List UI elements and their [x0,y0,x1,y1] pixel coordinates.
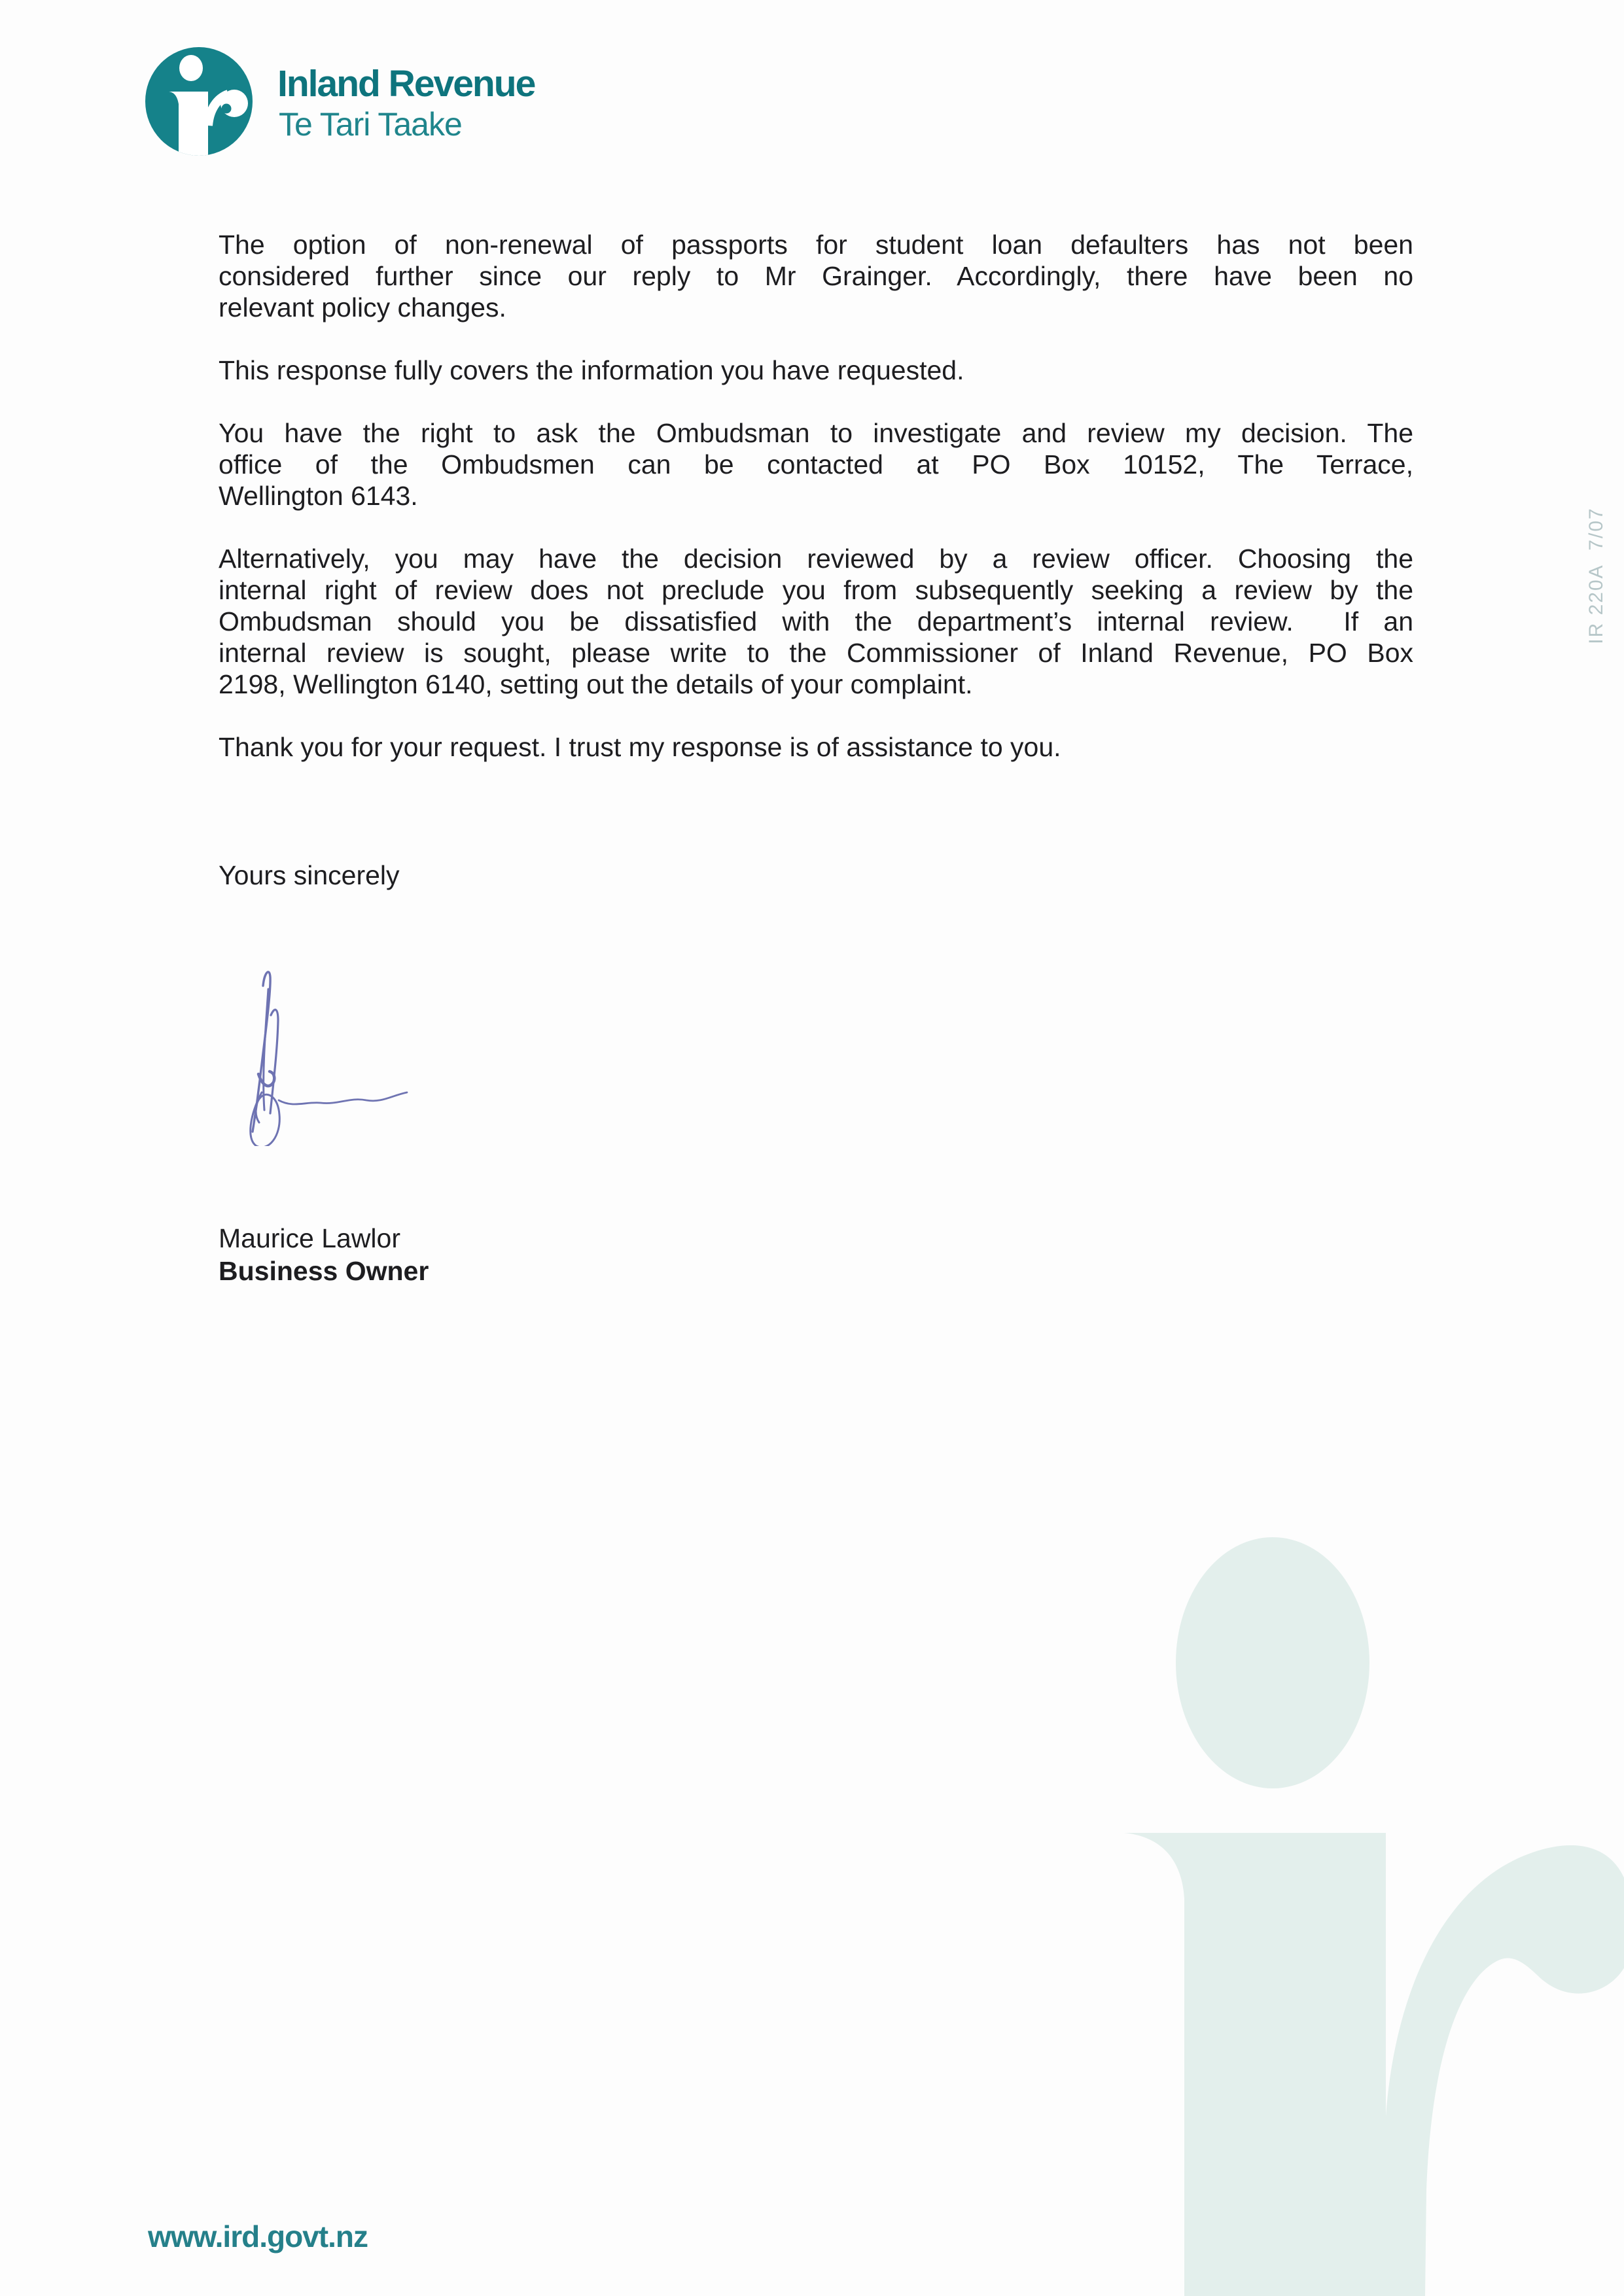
form-code-label: IR 220A 7/07 [1585,507,1607,644]
text-line: This response fully covers the information you have requested. [219,355,964,385]
text-line: Thank you for your request. I trust my response is of assistance to you. [219,732,1061,762]
text-line: considered further since our reply to Mr Grainger. Accordingly, there have been no [219,261,1413,291]
org-name: Inland Revenue [277,63,535,105]
text-line: internal right of review does not preclude you from subsequently seeking a review by the [219,575,1413,605]
paragraph [219,731,1413,763]
signature [222,924,445,1146]
text-line: 2198, Wellington 6140, setting out the details of your complaint. [219,669,973,699]
letter-body [219,229,1413,794]
ir-watermark-icon [1047,1491,1624,2296]
signatory-block [219,1222,429,1287]
signatory-title: Business Owner [219,1256,429,1286]
text-line: You have the right to ask the Ombudsman to investigate and review my decision. The [219,418,1413,448]
inland-revenue-logo [134,38,265,165]
paragraph [219,229,1413,323]
closing-text: Yours sincerely [219,860,400,890]
text-line: Ombudsman should you be dissatisfied with the department’s internal review. If an [219,606,1413,636]
text-line: office of the Ombudsmen can be contacted at PO Box 10152, The Terrace, [219,449,1413,479]
paragraph [219,355,1413,386]
text-line: Wellington 6143. [219,481,418,511]
text-line: The option of non-renewal of passports for student loan defaulters has not been [219,230,1413,260]
text-line: Alternatively, you may have the decision reviewed by a review officer. Choosing the [219,544,1413,574]
signatory-name: Maurice Lawlor [219,1223,400,1253]
text-line: internal review is sought, please write to the Commissioner of Inland Revenue, PO Box [219,638,1413,668]
website-url: www.ird.govt.nz [148,2219,368,2253]
text-line: relevant policy changes. [219,292,506,322]
paragraph [219,417,1413,512]
org-name-maori: Te Tari Taake [279,106,462,143]
paragraph [219,543,1413,700]
